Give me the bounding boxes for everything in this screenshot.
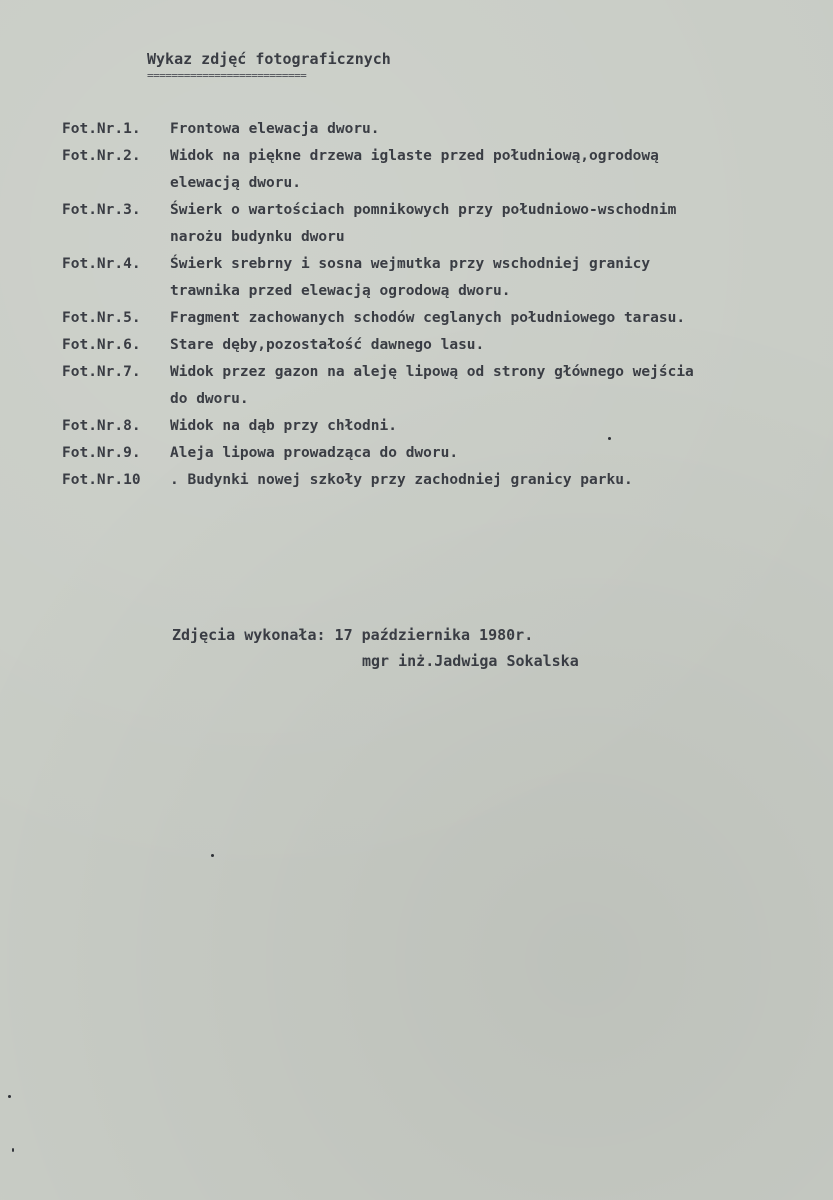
list-item — [62, 472, 822, 499]
photographer-name: mgr inż.Jadwiga Sokalska — [362, 652, 579, 670]
photo-number: Fot.Nr.9. — [62, 445, 141, 461]
paper-speck — [8, 1095, 11, 1098]
photo-description: Fragment zachowanych schodów ceglanych południowego tarasu. — [170, 310, 686, 326]
photo-description-continued: do dworu. — [170, 391, 249, 407]
photo-number: Fot.Nr.8. — [62, 418, 141, 434]
list-item — [62, 445, 822, 472]
photo-description: Frontowa elewacja dworu. — [170, 121, 380, 137]
photo-description: Widok na piękne drzewa iglaste przed południową,ogrodową — [170, 148, 659, 164]
photo-description: Widok na dąb przy chłodni. — [170, 418, 397, 434]
photo-credit-date: Zdjęcia wykonała: 17 października 1980r. — [172, 626, 534, 644]
paper-speck — [608, 437, 611, 440]
photo-description-continued: trawnika przed elewacją ogrodową dworu. — [170, 283, 511, 299]
paper-speck — [12, 1148, 14, 1152]
list-item — [62, 337, 822, 364]
photo-number: Fot.Nr.5. — [62, 310, 141, 326]
photo-number: Fot.Nr.6. — [62, 337, 141, 353]
list-item — [62, 364, 822, 418]
photo-description: Świerk srebrny i sosna wejmutka przy wschodniej granicy — [170, 256, 651, 272]
photo-number: Fot.Nr.10 — [62, 472, 141, 488]
photo-number: Fot.Nr.2. — [62, 148, 141, 164]
photo-description-continued: narożu budynku dworu — [170, 229, 345, 245]
list-item — [62, 121, 822, 148]
photo-description: Stare dęby,pozostałość dawnego lasu. — [170, 337, 485, 353]
list-item — [62, 148, 822, 202]
photo-description: Świerk o wartościach pomnikowych przy południowo-wschodnim — [170, 202, 677, 218]
photo-description: Widok przez gazon na aleję lipową od strony głównego wejścia — [170, 364, 694, 380]
list-item — [62, 418, 822, 445]
photo-number: Fot.Nr.7. — [62, 364, 141, 380]
list-item — [62, 256, 822, 310]
list-item — [62, 310, 822, 337]
photo-description: . Budynki nowej szkoły przy zachodniej granicy parku. — [170, 472, 633, 488]
photo-description-continued: elewacją dworu. — [170, 175, 301, 191]
paper-speck — [211, 854, 214, 857]
photo-list — [62, 121, 822, 499]
photo-number: Fot.Nr.4. — [62, 256, 141, 272]
title-underline: ========================== — [147, 69, 307, 82]
photo-description: Aleja lipowa prowadząca do dworu. — [170, 445, 459, 461]
document-title: Wykaz zdjęć fotograficznych — [147, 50, 391, 68]
list-item — [62, 202, 822, 256]
photo-number: Fot.Nr.1. — [62, 121, 141, 137]
photo-number: Fot.Nr.3. — [62, 202, 141, 218]
